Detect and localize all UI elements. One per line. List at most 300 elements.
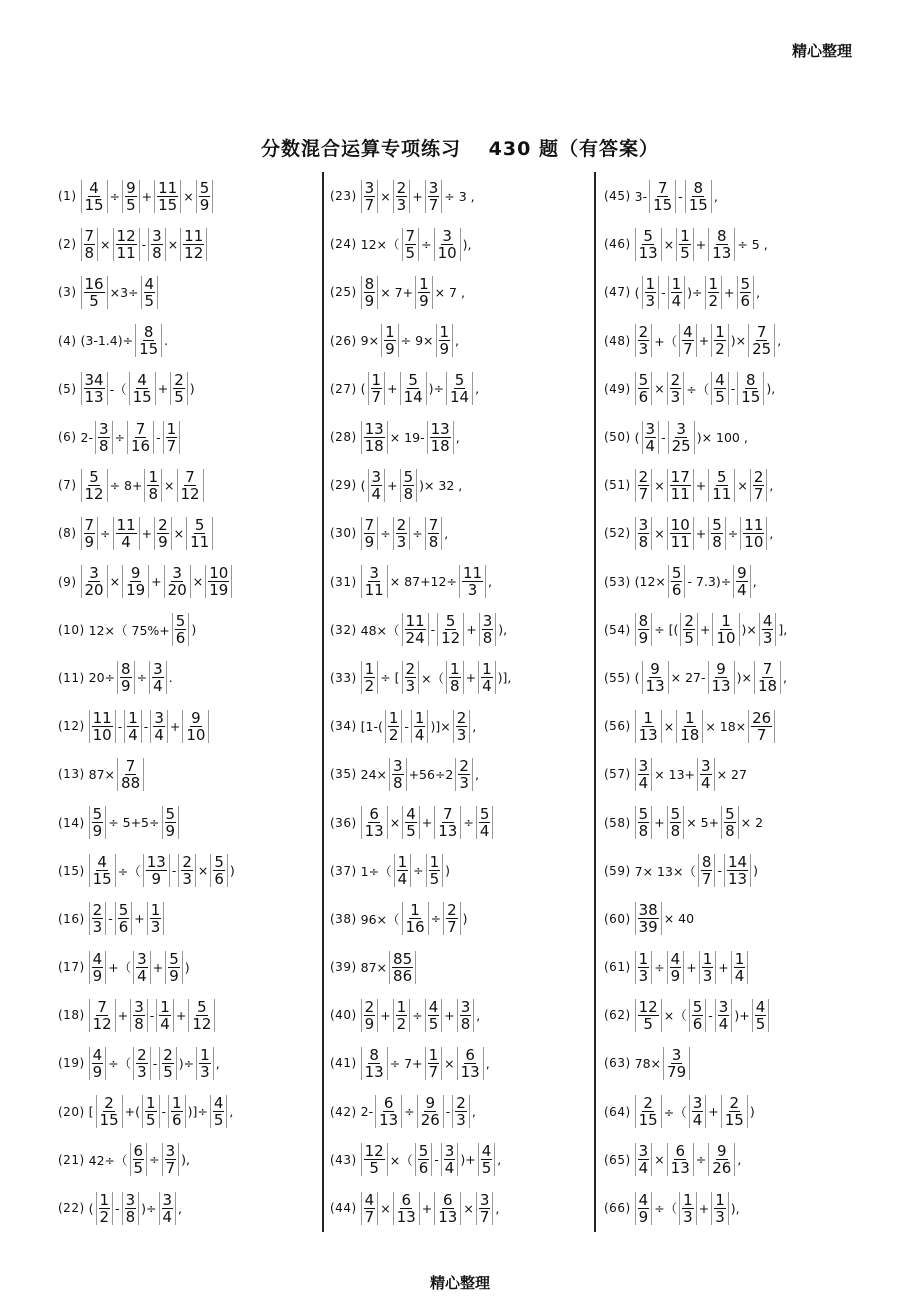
problem-number: (56) (604, 719, 631, 734)
problem-expression (634, 517, 775, 550)
problem-expression (360, 372, 480, 405)
operator-text: )× 100 , (696, 429, 748, 445)
numerator: 1 (429, 853, 440, 872)
operator-text: × (380, 1200, 391, 1216)
fraction (663, 1047, 690, 1080)
fraction (402, 902, 429, 935)
numerator: 2 (163, 1045, 173, 1064)
operator-text: × 27- (670, 670, 706, 686)
operator-text: - (678, 188, 683, 204)
denominator: 88 (121, 773, 141, 792)
numerator: 4 (762, 612, 773, 631)
denominator: 6 (172, 1111, 182, 1130)
numerator: 4 (481, 1142, 492, 1161)
fraction (635, 806, 653, 839)
operator-text: )÷ (428, 381, 445, 397)
denominator: 6 (692, 1014, 703, 1033)
operator-text: + (175, 1007, 187, 1023)
denominator: 3 (456, 1111, 466, 1130)
fraction (129, 372, 156, 405)
numerator: 2 (459, 756, 469, 775)
operator-text: 1÷（ (360, 863, 392, 879)
numerator: 1 (645, 274, 656, 293)
denominator: 9 (199, 195, 210, 214)
numerator: 1 (684, 708, 695, 727)
numerator: 8 (638, 612, 649, 631)
numerator: 1 (643, 708, 653, 727)
problem-expression (634, 324, 783, 357)
problem-number: (38) (330, 911, 357, 926)
denominator: 15 (653, 195, 673, 214)
numerator: 1 (396, 997, 407, 1016)
problem-item (330, 509, 592, 557)
denominator: 8 (428, 532, 439, 551)
problem-item (330, 943, 592, 991)
operator-text: (3-1.4)÷ (80, 333, 134, 349)
operator-text: - 7.3)÷ (687, 574, 732, 590)
fraction (89, 710, 116, 743)
problem-item (604, 413, 896, 461)
numerator: 5 (118, 901, 129, 920)
problem-item (604, 1136, 896, 1184)
fraction (679, 1192, 697, 1225)
fraction (434, 1192, 461, 1225)
denominator: 8 (98, 436, 109, 455)
denominator: 15 (99, 1111, 119, 1130)
problem-number: (30) (330, 526, 357, 541)
fraction (113, 228, 140, 261)
operator-text: ) (191, 622, 197, 638)
problem-expression (360, 951, 417, 984)
problem-number: (25) (330, 285, 357, 300)
numerator: 4 (428, 997, 439, 1016)
problem-item (330, 606, 592, 654)
denominator: 4 (153, 677, 163, 696)
fraction (457, 999, 475, 1032)
operator-text: 12×（ (360, 237, 400, 253)
denominator: 9 (364, 291, 375, 310)
operator-text: ÷（ (108, 1056, 132, 1072)
fraction (142, 1095, 160, 1128)
problem-item (330, 1136, 592, 1184)
numerator: 6 (443, 1190, 453, 1209)
problem-expression (88, 1143, 191, 1176)
fraction (635, 228, 662, 261)
operator-text: 3- (634, 188, 648, 204)
denominator: 6 (740, 291, 751, 310)
denominator: 26 (712, 1159, 732, 1178)
denominator: 13 (460, 1062, 480, 1081)
operator-text: + (695, 236, 707, 252)
problem-column-1 (58, 172, 320, 1232)
numerator: 5 (479, 805, 490, 824)
problem-item (604, 461, 896, 509)
fraction (368, 469, 386, 502)
denominator: 9 (439, 340, 450, 359)
problem-number: (54) (604, 622, 631, 637)
numerator: 1 (410, 901, 420, 920)
operator-text: ) (445, 863, 451, 879)
fraction (676, 710, 703, 743)
numerator: 3 (444, 1142, 455, 1161)
numerator: 7 (428, 515, 439, 534)
numerator: 7 (756, 323, 767, 342)
fraction (642, 661, 669, 694)
problem-item (604, 268, 896, 316)
operator-text: + (699, 622, 711, 638)
fraction (668, 421, 695, 454)
operator-text: ÷ (421, 236, 432, 252)
numerator: 4 (144, 274, 155, 293)
problem-item (58, 991, 320, 1039)
numerator: 9 (126, 178, 136, 197)
numerator: 2 (405, 660, 416, 679)
fraction (721, 806, 739, 839)
numerator: 4 (137, 371, 147, 390)
problem-number: (28) (330, 430, 357, 445)
denominator: 5 (428, 1014, 439, 1033)
numerator: 2 (643, 1094, 653, 1113)
operator-text: ÷ (727, 525, 739, 541)
denominator: 7 (371, 388, 382, 407)
problem-expression (360, 613, 508, 646)
operator-text: )+ (734, 1007, 750, 1023)
problem-expression (360, 180, 476, 213)
fraction (196, 1047, 214, 1080)
operator-text: ÷ (114, 429, 125, 445)
problem-number: (9) (58, 574, 77, 589)
operator-text: - (141, 236, 147, 252)
numerator: 5 (692, 997, 703, 1016)
fraction (685, 180, 712, 213)
problem-expression (80, 372, 196, 405)
fraction (705, 276, 723, 309)
fraction (113, 517, 140, 550)
numerator: 3 (89, 564, 99, 583)
operator-text: 96×（ (360, 911, 400, 927)
problem-expression (88, 854, 236, 887)
problem-expression (360, 1095, 477, 1128)
fraction (159, 1047, 177, 1080)
problem-expression (634, 228, 769, 261)
numerator: 7 (125, 756, 136, 775)
fraction (446, 661, 464, 694)
problem-expression (634, 999, 771, 1032)
numerator: 4 (638, 1190, 649, 1209)
problem-item (604, 172, 896, 220)
operator-text: , (474, 766, 479, 782)
operator-text: (12× (634, 574, 666, 590)
problem-number: (45) (604, 189, 631, 204)
operator-text: - (708, 1007, 713, 1023)
fraction (425, 517, 443, 550)
numerator: 6 (383, 1094, 394, 1113)
numerator: 34 (84, 371, 104, 390)
numerator: 3 (671, 1045, 682, 1064)
denominator: 8 (638, 822, 649, 841)
denominator: 19 (209, 581, 229, 600)
problem-item (58, 220, 320, 268)
operator-text: , (777, 333, 782, 349)
numerator: 12 (638, 997, 658, 1016)
fraction (635, 902, 662, 935)
fraction (361, 1047, 388, 1080)
denominator: 5 (145, 1111, 156, 1130)
operator-text: + (708, 1104, 719, 1120)
denominator: 15 (139, 340, 159, 359)
denominator: 4 (638, 773, 649, 792)
operator-text: - (161, 1104, 167, 1120)
problem-number: (22) (58, 1201, 85, 1216)
operator-text: )× (730, 333, 747, 349)
denominator: 2 (99, 1207, 110, 1226)
problem-number: (39) (330, 960, 357, 975)
fraction (361, 517, 379, 550)
denominator: 4 (482, 677, 492, 696)
numerator: 5 (638, 371, 649, 390)
numerator: 9 (191, 708, 201, 727)
problem-number: (11) (58, 670, 85, 685)
operator-text: × 87+12÷ (389, 574, 457, 590)
fraction (415, 1143, 433, 1176)
operator-text: , (756, 284, 761, 300)
numerator: 4 (755, 997, 766, 1016)
fraction (667, 372, 685, 405)
numerator: 1 (172, 1094, 182, 1113)
numerator: 3 (98, 419, 109, 438)
fraction (393, 517, 411, 550)
problem-item (58, 413, 320, 461)
denominator: 5 (89, 291, 99, 310)
operator-text: ÷ (413, 863, 424, 879)
numerator: 7 (84, 226, 95, 245)
denominator: 3 (670, 388, 681, 407)
denominator: 12 (441, 629, 461, 648)
numerator: 8 (143, 323, 154, 342)
numerator: 11 (92, 708, 112, 727)
problem-number: (32) (330, 622, 357, 637)
denominator: 13 (438, 1207, 458, 1226)
operator-text: ) (184, 959, 190, 975)
operator-text: , (472, 718, 477, 734)
problem-item (58, 702, 320, 750)
fraction (163, 421, 181, 454)
operator-text: [ (88, 1104, 94, 1120)
fraction (81, 180, 108, 213)
numerator: 1 (721, 612, 731, 631)
fraction (711, 1192, 729, 1225)
problem-number: (33) (330, 670, 357, 685)
denominator: 10 (716, 629, 736, 648)
denominator: 9 (92, 822, 103, 841)
denominator: 15 (688, 195, 708, 214)
problem-number: (14) (58, 815, 85, 830)
operator-text: × 19- (389, 429, 425, 445)
numerator: 5 (199, 178, 210, 197)
operator-text: + (421, 815, 433, 831)
denominator: 5 (684, 629, 694, 648)
operator-text: ÷ (136, 670, 148, 686)
numerator: 2 (396, 178, 407, 197)
operator-text: ÷ [ (380, 670, 400, 686)
denominator: 39 (638, 918, 658, 937)
numerator: 5 (671, 564, 682, 583)
fraction (752, 999, 770, 1032)
problem-number: (27) (330, 381, 357, 396)
denominator: 3 (715, 1207, 725, 1226)
denominator: 5 (643, 1014, 653, 1033)
numerator: 5 (712, 515, 722, 534)
fraction (649, 180, 676, 213)
fraction (708, 661, 735, 694)
numerator: 2 (753, 467, 764, 486)
numerator: 7 (657, 178, 668, 197)
problem-expression (360, 1143, 503, 1176)
problem-item (58, 847, 320, 895)
fraction (453, 710, 471, 743)
numerator: 3 (152, 226, 162, 245)
operator-text: - (717, 863, 722, 879)
operator-text: + (387, 477, 398, 493)
problem-expression (634, 565, 758, 598)
numerator: 9 (717, 1142, 727, 1161)
fraction (375, 1095, 402, 1128)
numerator: 5 (169, 949, 179, 968)
numerator: 6 (369, 805, 379, 824)
operator-text: , (229, 1104, 234, 1120)
fraction (750, 469, 768, 502)
problem-number: (6) (58, 430, 77, 445)
problem-expression (360, 469, 464, 502)
numerator: 8 (364, 274, 375, 293)
numerator: 1 (200, 1045, 210, 1064)
fraction (711, 324, 729, 357)
operator-text: )× (736, 670, 752, 686)
operator-text: )÷ (141, 1200, 157, 1216)
problem-number: (48) (604, 333, 631, 348)
fraction (698, 854, 716, 887)
operator-text: + (654, 815, 665, 831)
fraction (389, 758, 407, 791)
operator-text: 2- (360, 1104, 374, 1120)
operator-text: + (380, 1007, 391, 1023)
problem-item (330, 558, 592, 606)
fraction (635, 613, 653, 646)
problem-expression (634, 710, 777, 743)
problem-number: (62) (604, 1008, 631, 1023)
denominator: 20 (84, 581, 104, 600)
fraction (89, 806, 107, 839)
problem-number: (58) (604, 815, 631, 830)
denominator: 3 (683, 1207, 693, 1226)
fraction (635, 517, 653, 550)
fraction (389, 951, 416, 984)
numerator: 3 (154, 708, 164, 727)
problem-item (604, 365, 896, 413)
fraction (712, 613, 739, 646)
numerator: 1 (671, 274, 682, 293)
numerator: 3 (371, 467, 382, 486)
fraction (381, 324, 399, 357)
problem-number: (55) (604, 670, 631, 685)
operator-text: + (152, 959, 164, 975)
numerator: 26 (752, 708, 772, 727)
operator-text: ×3÷ (109, 284, 139, 300)
problem-number: (44) (330, 1201, 357, 1216)
problem-expression (80, 180, 215, 213)
problem-number: (12) (58, 719, 85, 734)
denominator: 13 (727, 870, 748, 889)
fraction (635, 324, 653, 357)
problem-number: (16) (58, 911, 85, 926)
fraction (393, 180, 411, 213)
operator-text: , (737, 1152, 742, 1168)
fraction (188, 999, 215, 1032)
operator-text: × (100, 236, 111, 252)
problem-column-2 (330, 172, 592, 1232)
problem-expression (360, 854, 451, 887)
denominator: 2 (364, 677, 375, 696)
denominator: 7 (364, 1207, 375, 1226)
fraction (133, 1047, 151, 1080)
denominator: 4 (645, 436, 656, 455)
fraction (635, 1143, 653, 1176)
fraction (668, 565, 686, 598)
denominator: 3 (137, 1062, 147, 1081)
denominator: 11 (670, 484, 690, 503)
operator-text: 20÷ (88, 670, 116, 686)
numerator: 1 (734, 949, 745, 968)
problem-item (604, 991, 896, 1039)
problem-expression (88, 902, 166, 935)
fraction (708, 1143, 735, 1176)
fraction (478, 661, 496, 694)
problem-item (58, 317, 320, 365)
page-header: 精心整理 (791, 42, 852, 60)
operator-text: - (171, 863, 177, 879)
denominator: 12 (92, 1014, 112, 1033)
problem-number: (37) (330, 863, 357, 878)
fraction (667, 517, 694, 550)
problem-item (58, 268, 320, 316)
denominator: 7 (428, 195, 439, 214)
problem-item (330, 365, 592, 413)
problem-item (58, 798, 320, 846)
operator-text: )÷ (687, 284, 703, 300)
fraction (699, 951, 717, 984)
numerator: 8 (746, 371, 756, 390)
problem-item (604, 558, 896, 606)
denominator: 5 (369, 1159, 379, 1178)
operator-text: × (654, 381, 665, 397)
numerator: 5 (643, 226, 653, 245)
numerator: 1 (385, 323, 395, 342)
fraction (748, 710, 775, 743)
operator-text: × (654, 477, 665, 493)
numerator: 2 (182, 853, 192, 872)
denominator: 6 (638, 388, 649, 407)
fraction (754, 661, 781, 694)
fraction (668, 276, 686, 309)
numerator: 1 (680, 226, 690, 245)
fraction (667, 1143, 694, 1176)
operator-text: × (737, 477, 748, 493)
denominator: 13 (712, 243, 732, 262)
problem-item (330, 413, 592, 461)
denominator: 25 (671, 436, 691, 455)
problem-item (604, 702, 896, 750)
operator-text: + (695, 525, 707, 541)
